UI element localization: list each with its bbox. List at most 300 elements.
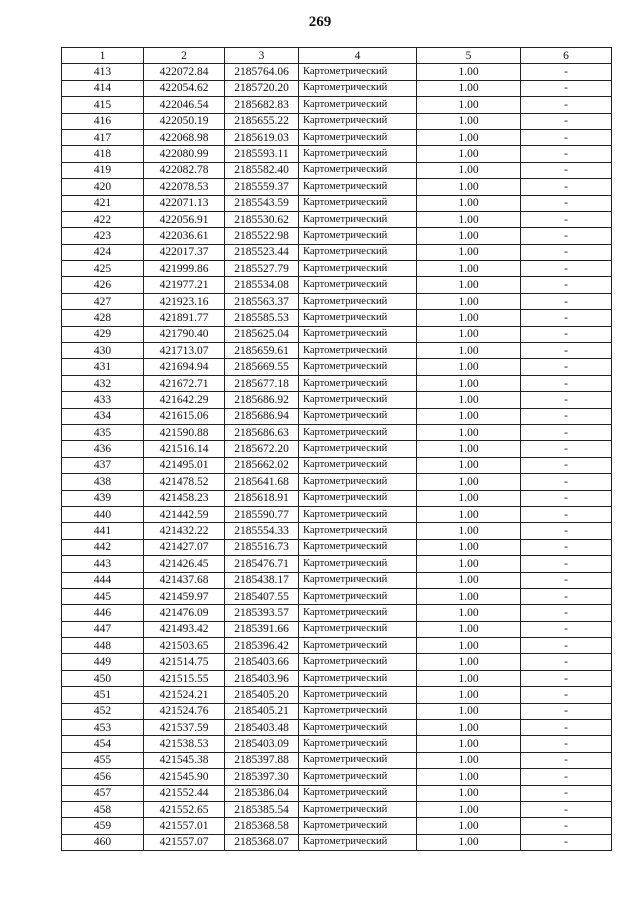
table-row — [62, 64, 612, 80]
point-number-cell: 415 — [62, 97, 144, 113]
point-number-cell: 460 — [62, 834, 144, 850]
note-cell: - — [521, 539, 612, 555]
point-number-cell: 416 — [62, 113, 144, 129]
y-coordinate-cell: 2185686.94 — [225, 408, 299, 424]
method-cell: Картометрический — [299, 654, 417, 670]
method-cell: Картометрический — [299, 572, 417, 588]
table-row — [62, 736, 612, 752]
x-coordinate-cell: 421977.21 — [144, 277, 225, 293]
y-coordinate-cell: 2185677.18 — [225, 375, 299, 391]
x-coordinate-cell: 422082.78 — [144, 162, 225, 178]
note-cell: - — [521, 752, 612, 768]
accuracy-cell: 1.00 — [417, 703, 521, 719]
method-cell: Картометрический — [299, 113, 417, 129]
note-cell: - — [521, 441, 612, 457]
method-cell: Картометрический — [299, 179, 417, 195]
x-coordinate-cell: 421923.16 — [144, 293, 225, 309]
note-cell: - — [521, 64, 612, 80]
y-coordinate-cell: 2185438.17 — [225, 572, 299, 588]
table-row — [62, 654, 612, 670]
y-coordinate-cell: 2185397.30 — [225, 769, 299, 785]
note-cell: - — [521, 392, 612, 408]
method-cell: Картометрический — [299, 588, 417, 604]
method-cell: Картометрический — [299, 818, 417, 834]
y-coordinate-cell: 2185393.57 — [225, 605, 299, 621]
method-cell: Картометрический — [299, 343, 417, 359]
point-number-cell: 424 — [62, 244, 144, 260]
table-row — [62, 588, 612, 604]
x-coordinate-cell: 422080.99 — [144, 146, 225, 162]
page-number: 269 — [308, 14, 332, 30]
note-cell: - — [521, 720, 612, 736]
table-row — [62, 113, 612, 129]
x-coordinate-cell: 422036.61 — [144, 228, 225, 244]
point-number-cell: 414 — [62, 80, 144, 96]
method-cell: Картометрический — [299, 703, 417, 719]
note-cell: - — [521, 97, 612, 113]
point-number-cell: 421 — [62, 195, 144, 211]
point-number-cell: 444 — [62, 572, 144, 588]
point-number-cell: 446 — [62, 605, 144, 621]
table-row — [62, 97, 612, 113]
x-coordinate-cell: 421437.68 — [144, 572, 225, 588]
y-coordinate-cell: 2185391.66 — [225, 621, 299, 637]
table-row — [62, 703, 612, 719]
y-coordinate-cell: 2185403.09 — [225, 736, 299, 752]
method-cell: Картометрический — [299, 310, 417, 326]
point-number-cell: 428 — [62, 310, 144, 326]
method-cell: Картометрический — [299, 785, 417, 801]
y-coordinate-cell: 2185659.61 — [225, 343, 299, 359]
y-coordinate-cell: 2185396.42 — [225, 638, 299, 654]
accuracy-cell: 1.00 — [417, 228, 521, 244]
x-coordinate-cell: 422078.53 — [144, 179, 225, 195]
point-number-cell: 426 — [62, 277, 144, 293]
accuracy-cell: 1.00 — [417, 752, 521, 768]
accuracy-cell: 1.00 — [417, 490, 521, 506]
x-coordinate-cell: 421999.86 — [144, 261, 225, 277]
x-coordinate-cell: 421459.97 — [144, 588, 225, 604]
y-coordinate-cell: 2185641.68 — [225, 474, 299, 490]
table-row — [62, 506, 612, 522]
note-cell: - — [521, 621, 612, 637]
table-row — [62, 293, 612, 309]
table-row — [62, 375, 612, 391]
table-row — [62, 211, 612, 227]
point-number-cell: 441 — [62, 523, 144, 539]
table-row — [62, 490, 612, 506]
note-cell: - — [521, 769, 612, 785]
method-cell: Картометрический — [299, 556, 417, 572]
point-number-cell: 436 — [62, 441, 144, 457]
y-coordinate-cell: 2185764.06 — [225, 64, 299, 80]
y-coordinate-cell: 2185625.04 — [225, 326, 299, 342]
method-cell: Картометрический — [299, 359, 417, 375]
note-cell: - — [521, 588, 612, 604]
note-cell: - — [521, 834, 612, 850]
x-coordinate-cell: 422072.84 — [144, 64, 225, 80]
accuracy-cell: 1.00 — [417, 293, 521, 309]
x-coordinate-cell: 421545.38 — [144, 752, 225, 768]
accuracy-cell: 1.00 — [417, 523, 521, 539]
table-row — [62, 687, 612, 703]
point-number-cell: 457 — [62, 785, 144, 801]
method-cell: Картометрический — [299, 162, 417, 178]
x-coordinate-cell: 421426.45 — [144, 556, 225, 572]
x-coordinate-cell: 421537.59 — [144, 720, 225, 736]
note-cell: - — [521, 638, 612, 654]
accuracy-cell: 1.00 — [417, 572, 521, 588]
accuracy-cell: 1.00 — [417, 310, 521, 326]
method-cell: Картометрический — [299, 736, 417, 752]
x-coordinate-cell: 421432.22 — [144, 523, 225, 539]
point-number-cell: 420 — [62, 179, 144, 195]
point-number-cell: 449 — [62, 654, 144, 670]
accuracy-cell: 1.00 — [417, 343, 521, 359]
table-row — [62, 605, 612, 621]
y-coordinate-cell: 2185672.20 — [225, 441, 299, 457]
table-row — [62, 818, 612, 834]
table-row — [62, 621, 612, 637]
x-coordinate-cell: 421642.29 — [144, 392, 225, 408]
accuracy-cell: 1.00 — [417, 638, 521, 654]
accuracy-cell: 1.00 — [417, 621, 521, 637]
x-coordinate-cell: 422056.91 — [144, 211, 225, 227]
point-number-cell: 448 — [62, 638, 144, 654]
note-cell: - — [521, 310, 612, 326]
method-cell: Картометрический — [299, 408, 417, 424]
y-coordinate-cell: 2185403.66 — [225, 654, 299, 670]
y-coordinate-cell: 2185559.37 — [225, 179, 299, 195]
note-cell: - — [521, 211, 612, 227]
note-cell: - — [521, 474, 612, 490]
note-cell: - — [521, 195, 612, 211]
accuracy-cell: 1.00 — [417, 195, 521, 211]
method-cell: Картометрический — [299, 801, 417, 817]
accuracy-cell: 1.00 — [417, 457, 521, 473]
y-coordinate-cell: 2185523.44 — [225, 244, 299, 260]
y-coordinate-cell: 2185590.77 — [225, 506, 299, 522]
accuracy-cell: 1.00 — [417, 392, 521, 408]
method-cell: Картометрический — [299, 129, 417, 145]
method-cell: Картометрический — [299, 80, 417, 96]
y-coordinate-cell: 2185368.07 — [225, 834, 299, 850]
y-coordinate-cell: 2185368.58 — [225, 818, 299, 834]
y-coordinate-cell: 2185403.48 — [225, 720, 299, 736]
x-coordinate-cell: 421538.53 — [144, 736, 225, 752]
table-row — [62, 146, 612, 162]
x-coordinate-cell: 421442.59 — [144, 506, 225, 522]
table-row — [62, 179, 612, 195]
x-coordinate-cell: 422046.54 — [144, 97, 225, 113]
accuracy-cell: 1.00 — [417, 441, 521, 457]
x-coordinate-cell: 421503.65 — [144, 638, 225, 654]
note-cell: - — [521, 375, 612, 391]
table-row — [62, 769, 612, 785]
accuracy-cell: 1.00 — [417, 654, 521, 670]
table-row — [62, 80, 612, 96]
method-cell: Картометрический — [299, 326, 417, 342]
point-number-cell: 430 — [62, 343, 144, 359]
table-body — [62, 64, 612, 851]
note-cell: - — [521, 261, 612, 277]
y-coordinate-cell: 2185397.88 — [225, 752, 299, 768]
point-number-cell: 432 — [62, 375, 144, 391]
note-cell: - — [521, 113, 612, 129]
y-coordinate-cell: 2185593.11 — [225, 146, 299, 162]
table-row — [62, 326, 612, 342]
point-number-cell: 440 — [62, 506, 144, 522]
table-row — [62, 343, 612, 359]
x-coordinate-cell: 421891.77 — [144, 310, 225, 326]
table-row — [62, 162, 612, 178]
point-number-cell: 419 — [62, 162, 144, 178]
table-row — [62, 408, 612, 424]
x-coordinate-cell: 421458.23 — [144, 490, 225, 506]
table-header — [62, 48, 612, 64]
accuracy-cell: 1.00 — [417, 211, 521, 227]
point-number-cell: 455 — [62, 752, 144, 768]
column-header: 4 — [299, 48, 417, 64]
accuracy-cell: 1.00 — [417, 539, 521, 555]
point-number-cell: 458 — [62, 801, 144, 817]
note-cell: - — [521, 244, 612, 260]
table-row — [62, 277, 612, 293]
x-coordinate-cell: 421672.71 — [144, 375, 225, 391]
point-number-cell: 456 — [62, 769, 144, 785]
accuracy-cell: 1.00 — [417, 129, 521, 145]
table-row — [62, 523, 612, 539]
method-cell: Картометрический — [299, 720, 417, 736]
column-header: 2 — [144, 48, 225, 64]
x-coordinate-cell: 421476.09 — [144, 605, 225, 621]
note-cell: - — [521, 490, 612, 506]
accuracy-cell: 1.00 — [417, 736, 521, 752]
table-row — [62, 834, 612, 850]
accuracy-cell: 1.00 — [417, 424, 521, 440]
method-cell: Картометрический — [299, 638, 417, 654]
table-row — [62, 539, 612, 555]
point-number-cell: 451 — [62, 687, 144, 703]
method-cell: Картометрический — [299, 539, 417, 555]
note-cell: - — [521, 408, 612, 424]
accuracy-cell: 1.00 — [417, 244, 521, 260]
x-coordinate-cell: 421495.01 — [144, 457, 225, 473]
method-cell: Картометрический — [299, 424, 417, 440]
y-coordinate-cell: 2185385.54 — [225, 801, 299, 817]
accuracy-cell: 1.00 — [417, 162, 521, 178]
table-row — [62, 195, 612, 211]
x-coordinate-cell: 421493.42 — [144, 621, 225, 637]
y-coordinate-cell: 2185516.73 — [225, 539, 299, 555]
y-coordinate-cell: 2185655.22 — [225, 113, 299, 129]
x-coordinate-cell: 422071.13 — [144, 195, 225, 211]
x-coordinate-cell: 421694.94 — [144, 359, 225, 375]
y-coordinate-cell: 2185686.92 — [225, 392, 299, 408]
y-coordinate-cell: 2185554.33 — [225, 523, 299, 539]
note-cell: - — [521, 801, 612, 817]
point-number-cell: 447 — [62, 621, 144, 637]
method-cell: Картометрический — [299, 506, 417, 522]
y-coordinate-cell: 2185534.08 — [225, 277, 299, 293]
accuracy-cell: 1.00 — [417, 277, 521, 293]
accuracy-cell: 1.00 — [417, 408, 521, 424]
header-row — [62, 48, 612, 64]
note-cell: - — [521, 506, 612, 522]
note-cell: - — [521, 736, 612, 752]
note-cell: - — [521, 228, 612, 244]
method-cell: Картометрический — [299, 605, 417, 621]
table-row — [62, 392, 612, 408]
table-row — [62, 572, 612, 588]
method-cell: Картометрический — [299, 261, 417, 277]
accuracy-cell: 1.00 — [417, 556, 521, 572]
y-coordinate-cell: 2185669.55 — [225, 359, 299, 375]
accuracy-cell: 1.00 — [417, 588, 521, 604]
y-coordinate-cell: 2185619.03 — [225, 129, 299, 145]
x-coordinate-cell: 422068.98 — [144, 129, 225, 145]
table-row — [62, 441, 612, 457]
accuracy-cell: 1.00 — [417, 720, 521, 736]
x-coordinate-cell: 421545.90 — [144, 769, 225, 785]
table-row — [62, 359, 612, 375]
y-coordinate-cell: 2185530.62 — [225, 211, 299, 227]
table-row — [62, 670, 612, 686]
method-cell: Картометрический — [299, 375, 417, 391]
y-coordinate-cell: 2185720.20 — [225, 80, 299, 96]
method-cell: Картометрический — [299, 752, 417, 768]
table-row — [62, 785, 612, 801]
method-cell: Картометрический — [299, 392, 417, 408]
note-cell: - — [521, 654, 612, 670]
method-cell: Картометрический — [299, 97, 417, 113]
x-coordinate-cell: 421790.40 — [144, 326, 225, 342]
note-cell: - — [521, 556, 612, 572]
point-number-cell: 425 — [62, 261, 144, 277]
point-number-cell: 434 — [62, 408, 144, 424]
note-cell: - — [521, 523, 612, 539]
table-row — [62, 244, 612, 260]
y-coordinate-cell: 2185403.96 — [225, 670, 299, 686]
y-coordinate-cell: 2185662.02 — [225, 457, 299, 473]
method-cell: Картометрический — [299, 670, 417, 686]
note-cell: - — [521, 687, 612, 703]
point-number-cell: 437 — [62, 457, 144, 473]
point-number-cell: 423 — [62, 228, 144, 244]
point-number-cell: 429 — [62, 326, 144, 342]
table-row — [62, 752, 612, 768]
table-row — [62, 638, 612, 654]
point-number-cell: 450 — [62, 670, 144, 686]
note-cell: - — [521, 80, 612, 96]
table-row — [62, 720, 612, 736]
y-coordinate-cell: 2185476.71 — [225, 556, 299, 572]
note-cell: - — [521, 146, 612, 162]
note-cell: - — [521, 572, 612, 588]
method-cell: Картометрический — [299, 195, 417, 211]
point-number-cell: 454 — [62, 736, 144, 752]
accuracy-cell: 1.00 — [417, 261, 521, 277]
x-coordinate-cell: 421713.07 — [144, 343, 225, 359]
y-coordinate-cell: 2185618.91 — [225, 490, 299, 506]
y-coordinate-cell: 2185563.37 — [225, 293, 299, 309]
accuracy-cell: 1.00 — [417, 605, 521, 621]
y-coordinate-cell: 2185585.53 — [225, 310, 299, 326]
accuracy-cell: 1.00 — [417, 326, 521, 342]
accuracy-cell: 1.00 — [417, 97, 521, 113]
method-cell: Картометрический — [299, 146, 417, 162]
x-coordinate-cell: 422054.62 — [144, 80, 225, 96]
note-cell: - — [521, 343, 612, 359]
table-row — [62, 261, 612, 277]
note-cell: - — [521, 818, 612, 834]
accuracy-cell: 1.00 — [417, 506, 521, 522]
x-coordinate-cell: 421524.21 — [144, 687, 225, 703]
accuracy-cell: 1.00 — [417, 113, 521, 129]
y-coordinate-cell: 2185386.04 — [225, 785, 299, 801]
table-row — [62, 310, 612, 326]
point-number-cell: 418 — [62, 146, 144, 162]
point-number-cell: 433 — [62, 392, 144, 408]
point-number-cell: 445 — [62, 588, 144, 604]
note-cell: - — [521, 703, 612, 719]
note-cell: - — [521, 359, 612, 375]
method-cell: Картометрический — [299, 277, 417, 293]
accuracy-cell: 1.00 — [417, 375, 521, 391]
note-cell: - — [521, 605, 612, 621]
accuracy-cell: 1.00 — [417, 785, 521, 801]
point-number-cell: 442 — [62, 539, 144, 555]
accuracy-cell: 1.00 — [417, 834, 521, 850]
y-coordinate-cell: 2185686.63 — [225, 424, 299, 440]
accuracy-cell: 1.00 — [417, 687, 521, 703]
method-cell: Картометрический — [299, 293, 417, 309]
table-row — [62, 474, 612, 490]
method-cell: Картометрический — [299, 621, 417, 637]
accuracy-cell: 1.00 — [417, 818, 521, 834]
column-header: 5 — [417, 48, 521, 64]
x-coordinate-cell: 421478.52 — [144, 474, 225, 490]
accuracy-cell: 1.00 — [417, 80, 521, 96]
column-header: 6 — [521, 48, 612, 64]
y-coordinate-cell: 2185527.79 — [225, 261, 299, 277]
table-row — [62, 457, 612, 473]
accuracy-cell: 1.00 — [417, 146, 521, 162]
y-coordinate-cell: 2185405.21 — [225, 703, 299, 719]
accuracy-cell: 1.00 — [417, 801, 521, 817]
y-coordinate-cell: 2185582.40 — [225, 162, 299, 178]
method-cell: Картометрический — [299, 523, 417, 539]
note-cell: - — [521, 670, 612, 686]
table-row — [62, 228, 612, 244]
point-number-cell: 422 — [62, 211, 144, 227]
x-coordinate-cell: 422050.19 — [144, 113, 225, 129]
column-header: 1 — [62, 48, 144, 64]
table-row — [62, 556, 612, 572]
method-cell: Картометрический — [299, 211, 417, 227]
note-cell: - — [521, 277, 612, 293]
method-cell: Картометрический — [299, 769, 417, 785]
point-number-cell: 431 — [62, 359, 144, 375]
accuracy-cell: 1.00 — [417, 359, 521, 375]
accuracy-cell: 1.00 — [417, 769, 521, 785]
coordinates-table — [61, 47, 612, 851]
method-cell: Картометрический — [299, 244, 417, 260]
point-number-cell: 427 — [62, 293, 144, 309]
note-cell: - — [521, 457, 612, 473]
x-coordinate-cell: 421515.55 — [144, 670, 225, 686]
accuracy-cell: 1.00 — [417, 670, 521, 686]
